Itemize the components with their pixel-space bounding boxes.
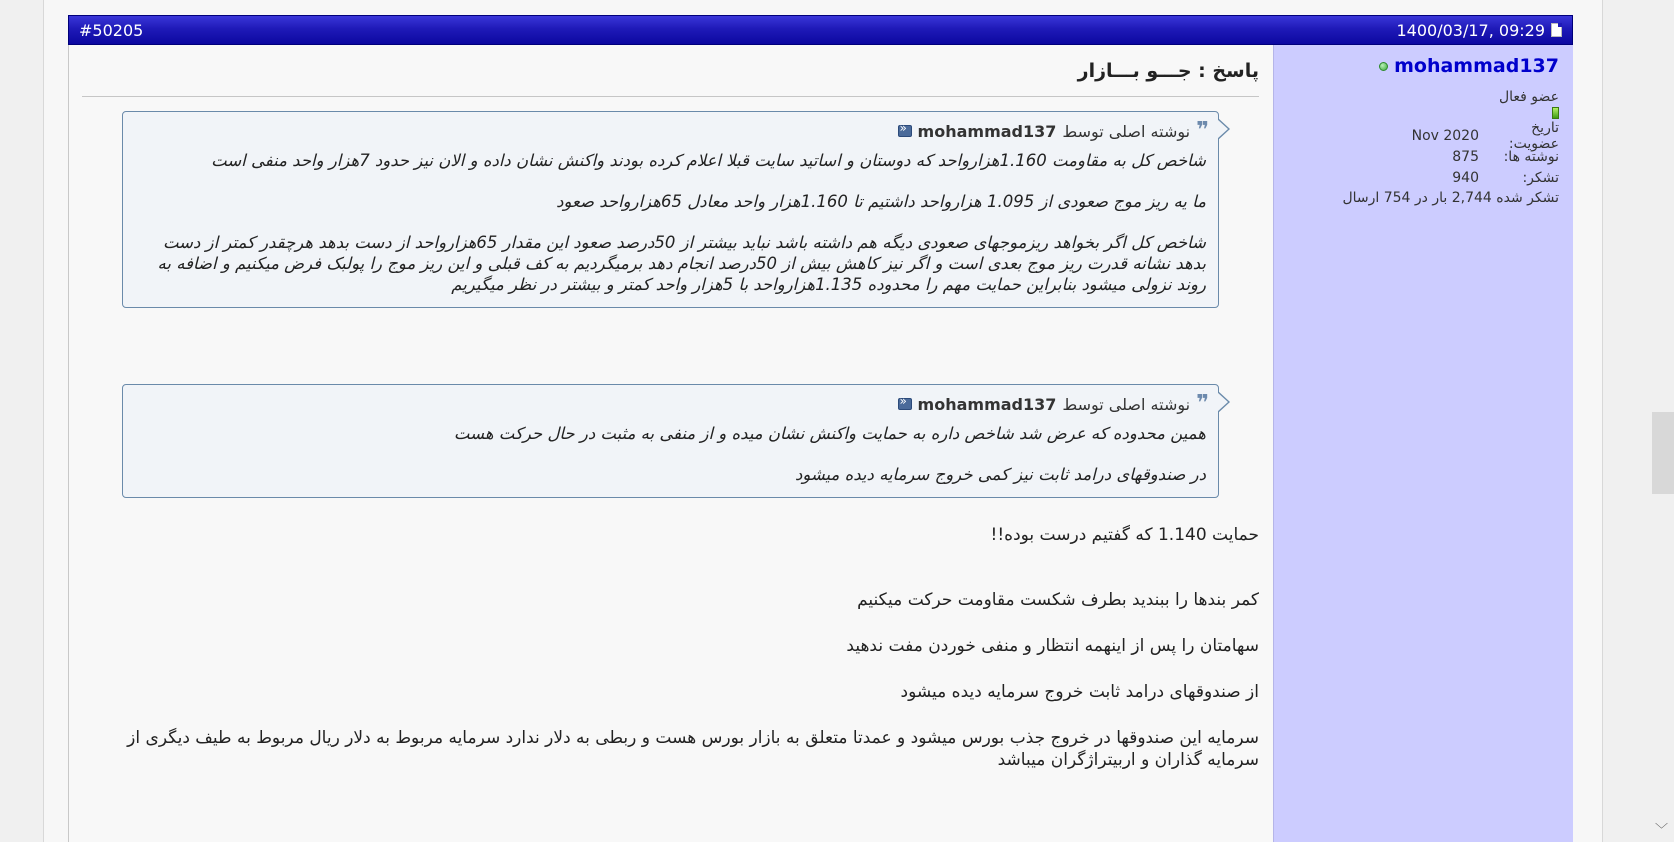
view-post-icon[interactable] [898, 398, 912, 410]
post-title: پاسخ : جـــو بـــازار [82, 60, 1259, 97]
quote-header [135, 393, 1206, 415]
quote-mark-icon: ❞ [1196, 118, 1206, 143]
message-line: حمایت 1.140 که گفتیم درست بوده!! [990, 525, 1259, 545]
quote-paragraph: شاخص کل به مقاومت 1.160هزارواحد که دوستان و اساتید سایت قبلا اعلام کرده بودند واکنش نشان داده و الان نیز حدود 7هزار واحد منفی است [211, 151, 1206, 170]
message-line: از صندوقهای درامد ثابت خروج سرمایه دیده میشود [900, 682, 1259, 702]
reputation-bar-icon [1552, 107, 1559, 119]
stat-value: Nov 2020 [1411, 127, 1479, 144]
quote-header [135, 120, 1206, 142]
stat-value: 875 [1452, 148, 1479, 165]
quote-text [135, 150, 1206, 295]
quote-paragraph: در صندوقهای درامد ثابت نیز کمی خروج سرمایه دیده میشود [794, 465, 1206, 484]
stat-label: تشکر: [1522, 169, 1559, 186]
post-message [82, 524, 1259, 771]
post-header [68, 15, 1573, 45]
post-datetime [1397, 21, 1563, 40]
thanks-received: تشکر شده 2,744 بار در 754 ارسال [1342, 190, 1559, 206]
document-icon [1551, 23, 1562, 37]
quote-paragraph: ما یه ریز موج صعودی از 1.095 هزارواحد داشتیم تا 1.160هزار واحد معادل 65هزارواحد صعود [556, 192, 1206, 211]
quote-block [122, 384, 1219, 498]
post-content [82, 60, 1259, 771]
stat-label: نوشته ها: [1503, 148, 1559, 165]
message-line: سهامتان را پس از اینهمه انتظار و منفی خوردن مفت ندهید [846, 636, 1259, 656]
quote-author: mohammad137 [917, 121, 1057, 141]
user-stats [1286, 119, 1559, 188]
username-link[interactable]: mohammad137 [1394, 55, 1559, 77]
quote-author: mohammad137 [917, 394, 1057, 414]
message-line: سرمایه این صندوقها در خروج جذب بورس میشود و عمدتا متعلق به بازار بورس هست و ربطی به دلار ندارد سرمایه مربوط به دلار ریال مربوط به طیف دیگری از سرمایه گذاران و اربیتراژگران میباشد [127, 728, 1259, 770]
username-row [1286, 55, 1559, 77]
quote-paragraph: شاخص کل اگر بخواهد ریزموجهای صعودی دیگه هم داشته باشد نباید بیشتر از 50درصد صعود این مقدار 65هزارواحد از دست بدهد هرچقدر کمتر از دست بدهد نشانه قدرت ریز موج بعدی است و اگر نیز کاهش بیش از 50درصد انجام دهد برمیگردیم به کف قبلی و این ریز موج را پولبک فرض میکنیم و اضافه به روند نزولی میشود بنابراین حمایت مهم را محدوده 1.135هزارواحد با 5هزار واحد کمتر و بیشتر در نظر میگیریم [157, 233, 1206, 294]
user-title: عضو فعال [1498, 89, 1559, 105]
quote-paragraph: همین محدوده که عرض شد شاخص داره به حمایت واکنش نشان میده و از منفی به مثبت در حال حرکت هست [453, 424, 1206, 443]
scrollbar-thumb[interactable] [1652, 412, 1674, 494]
quote-mark-icon: ❞ [1196, 391, 1206, 416]
post-datetime-text: 1400/03/17, 09:29 [1396, 20, 1545, 40]
stat-thanks [1286, 167, 1559, 188]
message-line: کمر بندها را ببندید بطرف شکست مقاومت حرکت میکنیم [857, 590, 1259, 610]
quote-text [135, 423, 1206, 485]
quote-prefix: نوشته اصلی توسط [1062, 394, 1191, 414]
stat-label: تاریخ عضویت: [1508, 119, 1559, 152]
stat-posts [1286, 146, 1559, 167]
stat-value: 940 [1452, 169, 1479, 186]
user-info-panel [1273, 45, 1573, 842]
quote-block [122, 111, 1219, 308]
online-status-icon [1379, 62, 1388, 71]
view-post-icon[interactable] [898, 125, 912, 137]
scroll-down-arrow-icon[interactable]: ﹀ [1654, 823, 1668, 838]
quote-prefix: نوشته اصلی توسط [1062, 121, 1191, 141]
post-number-link[interactable]: #50205 [79, 20, 144, 40]
stat-join-date [1286, 119, 1559, 152]
